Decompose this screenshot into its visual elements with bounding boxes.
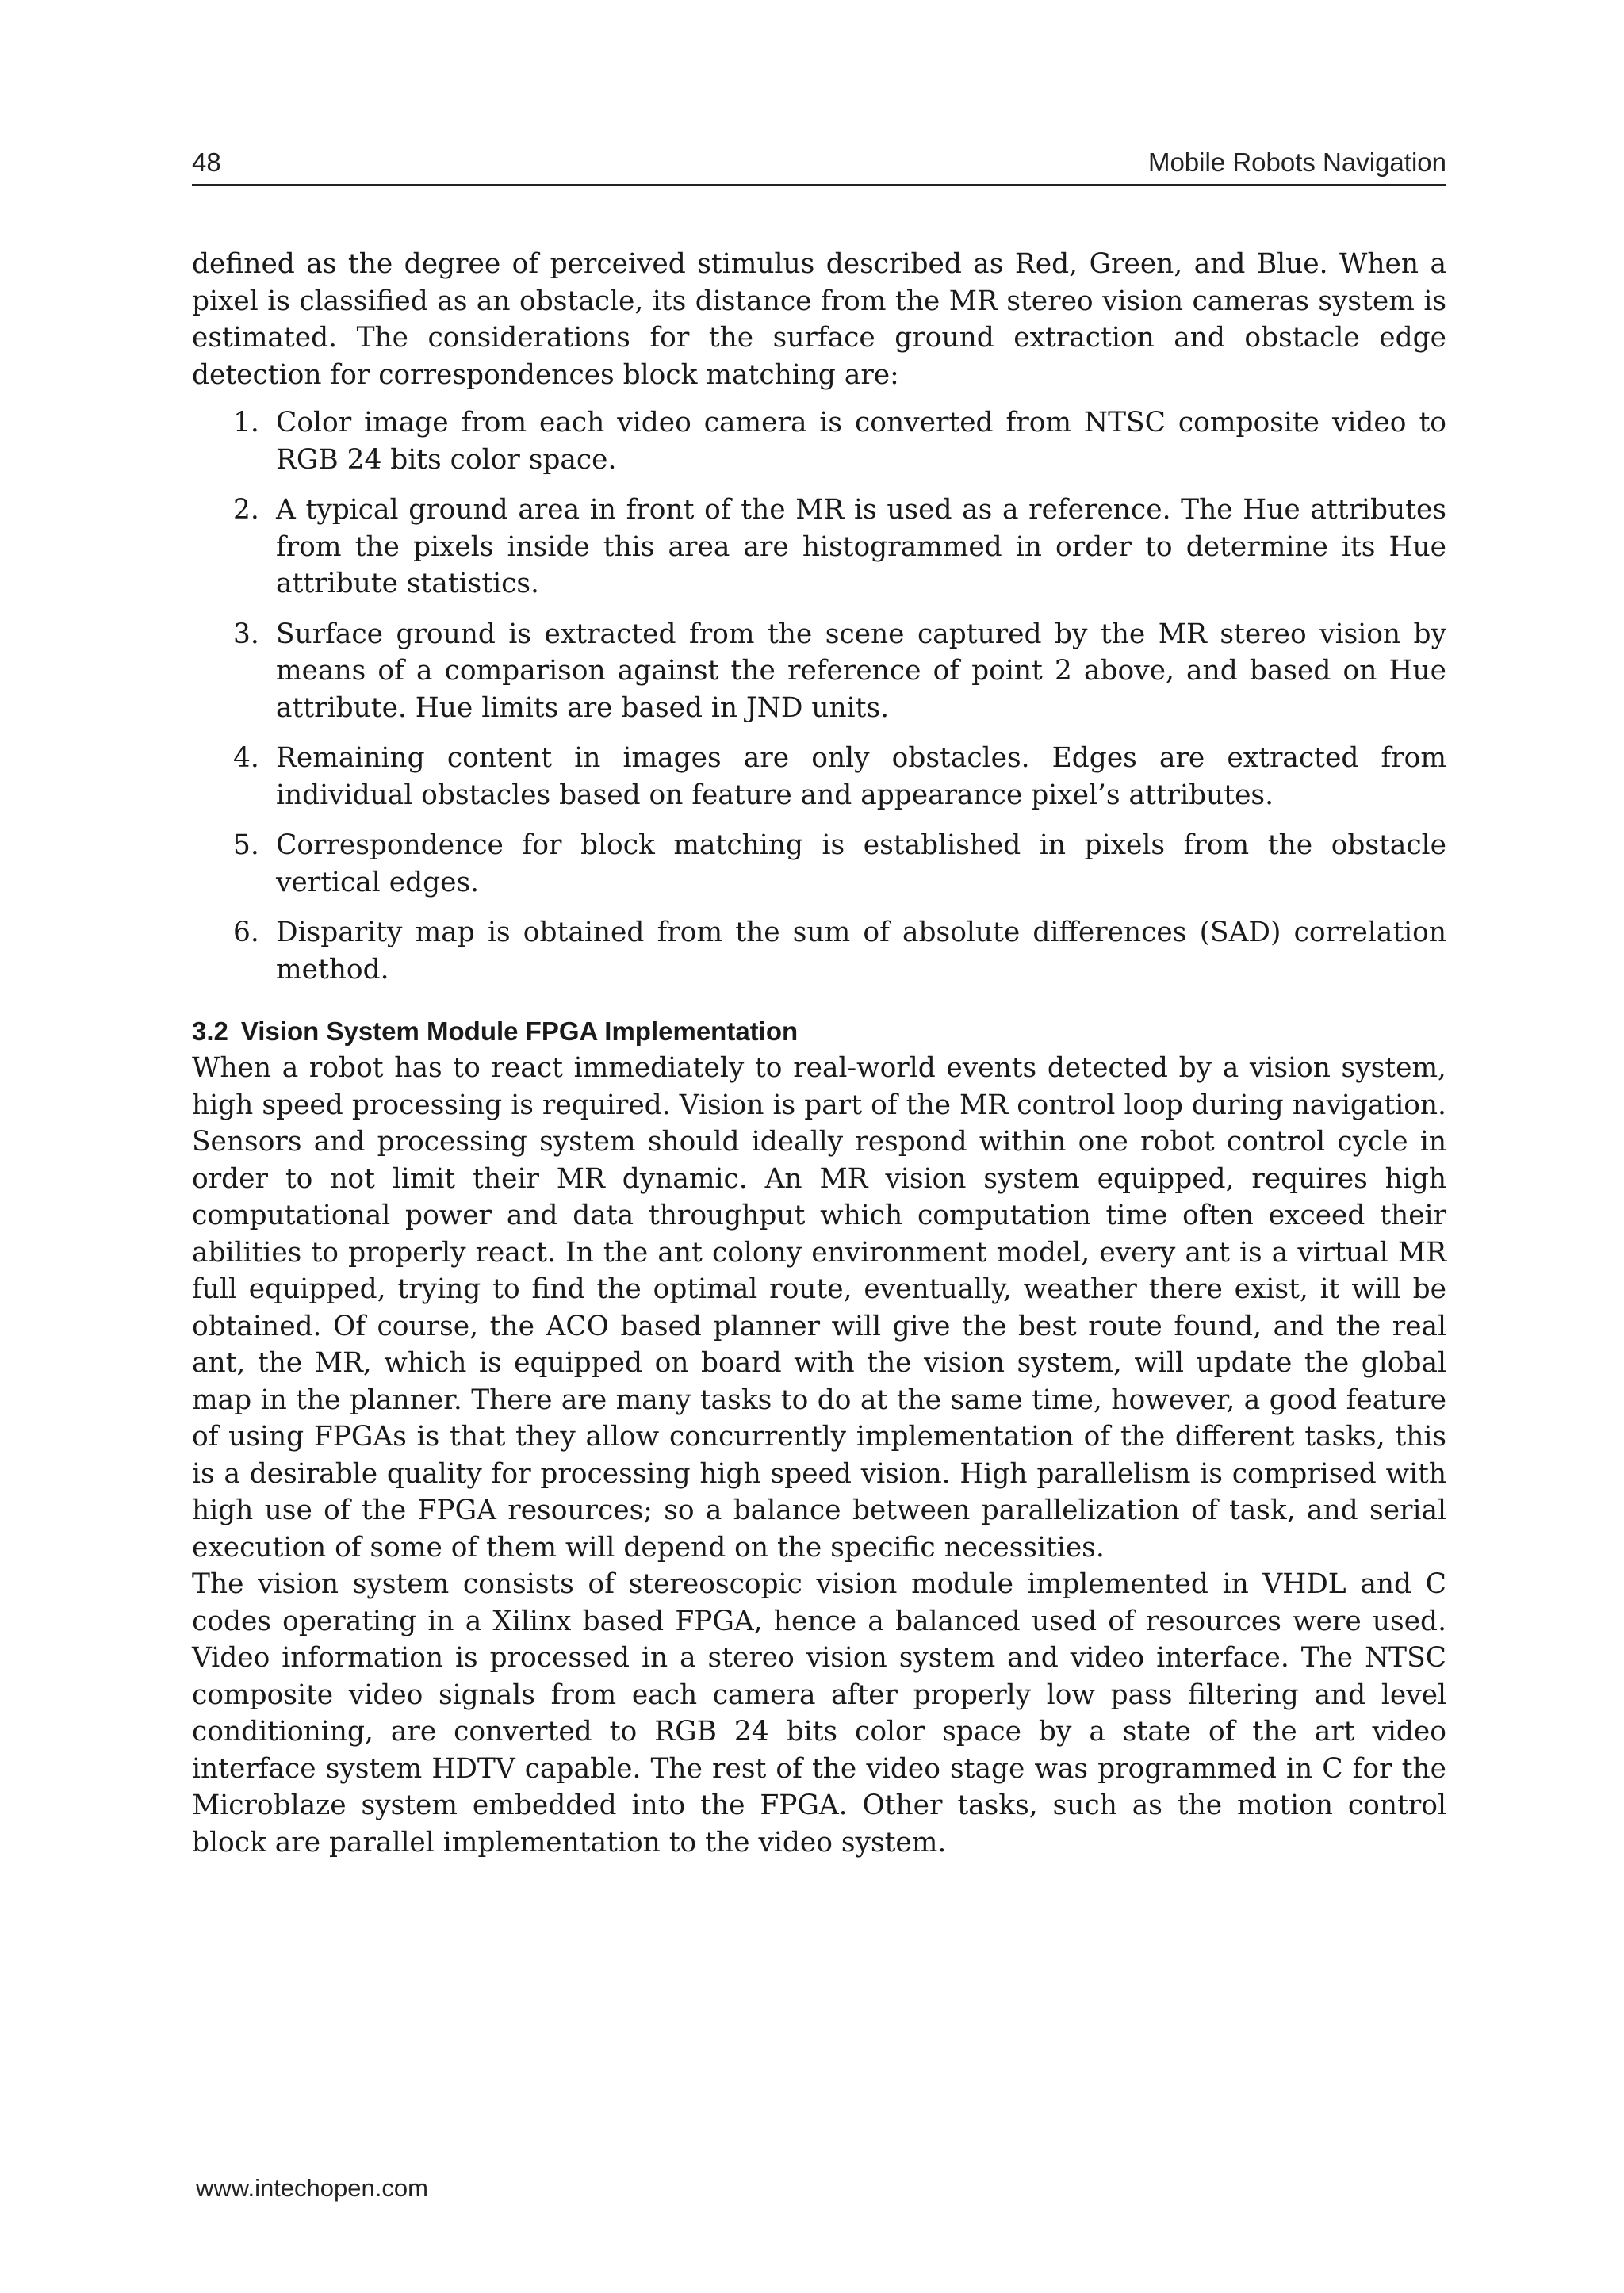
list-item-text: A typical ground area in front of the MR is used as a reference. The Hue attributes from the pixels inside this area are histogrammed in order to determine its Hue attribute statistics. <box>276 494 1446 599</box>
numbered-list <box>192 404 1446 988</box>
list-item-number: 2. <box>233 494 259 526</box>
list-item-text: Color image from each video camera is converted from NTSC composite video to RGB 24 bits color space. <box>276 407 1446 476</box>
list-item <box>192 616 1446 727</box>
section-heading <box>192 1013 1446 1050</box>
list-item-text: Surface ground is extracted from the scene captured by the MR stereo vision by means of a comparison against the reference of point 2 above, and based on Hue attribute. Hue limits are based in JND units. <box>276 618 1446 724</box>
list-item <box>192 492 1446 603</box>
list-item-number: 3. <box>233 618 259 650</box>
list-item-text: Remaining content in images are only obstacles. Edges are extracted from individual obstacles based on feature and appearance pixel’s attributes. <box>276 742 1446 811</box>
section-paragraph-2: The vision system consists of stereoscopic vision module implemented in VHDL and C codes operating in a Xilinx based FPGA, hence a balanced used of resources were used. Video information is processed in a stereo vision system and video interface. The NTSC composite video signals from each camera after properly low pass filtering and level conditioning, are converted to RGB 24 bits color space by a state of the art video interface system HDTV capable. The rest of the video stage was programmed in C for the Microblaze system embedded into the FPGA. Other tasks, such as the motion control block are parallel implementation to the video system. <box>192 1568 1446 1859</box>
section-title: Vision System Module FPGA Implementation <box>240 1016 799 1046</box>
intro-paragraph: defined as the degree of perceived stimulus described as Red, Green, and Blue. When a pixel is classified as an obstacle, its distance from the MR stereo vision cameras system is estimated. The considerations for the surface ground extraction and obstacle edge detection for correspondences block matching are: <box>192 248 1446 391</box>
page-footer <box>196 2174 428 2203</box>
list-item <box>192 914 1446 988</box>
list-item-number: 5. <box>233 829 259 861</box>
section-number: 3.2 <box>192 1016 228 1046</box>
list-item <box>192 404 1446 478</box>
list-item-text: Disparity map is obtained from the sum of absolute differences (SAD) correlation method. <box>276 917 1446 986</box>
footer-url: www.intechopen.com <box>196 2174 428 2202</box>
list-item <box>192 740 1446 813</box>
section-paragraph-1: When a robot has to react immediately to real-world events detected by a vision system, high speed processing is required. Vision is part of the MR control loop during navigation. Sensors and processing system should ideally respond within one robot control cycle in order to not limit their MR dynamic. An MR vision system equipped, requires high computational power and data throughput which computation time often exceed their abilities to properly react. In the ant colony environment model, every ant is a virtual MR full equipped, trying to find the optimal route, eventually, weather there exist, it will be obtained. Of course, the ACO based planner will give the best route found, and the real ant, the MR, which is equipped on board with the vision system, will update the global map in the planner. There are many tasks to do at the same time, however, a good feature of using FPGAs is that they allow concurrently implementation of the different tasks, this is a desirable quality for processing high speed vision. High parallelism is comprised with high use of the FPGA resources; so a balance between parallelization of task, and serial execution of some of them will depend on the specific necessities. <box>192 1052 1446 1564</box>
page-number: 48 <box>192 147 221 177</box>
page-header <box>192 146 1446 186</box>
list-item-text: Correspondence for block matching is established in pixels from the obstacle vertical edges. <box>276 829 1446 898</box>
list-item-number: 4. <box>233 742 259 774</box>
list-item <box>192 827 1446 901</box>
page-body <box>192 246 1446 1861</box>
running-title: Mobile Robots Navigation <box>1147 147 1446 177</box>
list-item-number: 1. <box>233 407 259 438</box>
list-item-number: 6. <box>233 917 259 948</box>
